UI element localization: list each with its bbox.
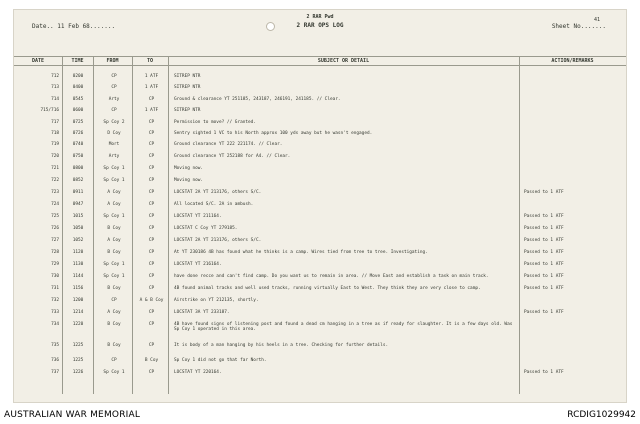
log-cell-ser: 727 (51, 238, 59, 243)
log-cell-subject: Sentry sighted 1 VC to his North approx 100 yds away but he wasn't engaged. (174, 131, 373, 136)
log-cell-time: 1130 (72, 262, 84, 267)
log-cell-subject: LOCSTAT 2A YT 213176, others S/C. (174, 190, 262, 195)
log-cell-time: 0800 (72, 166, 84, 171)
log-cell-time: 0726 (72, 131, 84, 136)
log-cell-from: B Coy (107, 322, 121, 327)
log-cell-from: B Coy (107, 286, 121, 291)
log-cell-ser: 721 (51, 166, 59, 171)
log-cell-time: 1052 (72, 238, 84, 243)
log-cell-action: Passed to 1 ATF (524, 286, 564, 291)
log-cell-to: CP (148, 226, 155, 231)
log-cell-subject: Moving now. (174, 178, 204, 183)
log-cell-subject: LOCSTAT YT 220164. (174, 370, 222, 375)
log-cell-time: 0740 (72, 142, 84, 147)
log-cell-subject: LOCSTAT YT 211164. (174, 214, 222, 219)
log-cell-to: CP (148, 178, 155, 183)
log-cell-from: Sp Coy 1 (103, 166, 125, 171)
log-cell-to: CP (148, 274, 155, 279)
log-cell-action: Passed to 1 ATF (524, 214, 564, 219)
log-cell-from: Mort (108, 142, 120, 147)
log-cell-from: D Coy (107, 131, 121, 136)
log-cell-subject: SITREP NTR (174, 74, 201, 79)
log-cell-action: Passed to 1 ATF (524, 190, 564, 195)
log-cell-to: A & B Coy (139, 298, 164, 303)
log-cell-subject: Ground clearance YT 222 221174. // Clear. (174, 142, 283, 147)
log-cell-from: A Coy (107, 238, 121, 243)
log-cell-ser: 726 (51, 226, 59, 231)
log-cell-to: CP (148, 190, 155, 195)
log-cell-to: CP (148, 97, 155, 102)
log-cell-time: 0725 (72, 120, 84, 125)
log-cell-ser: 728 (51, 250, 59, 255)
log-cell-to: 1 ATF (144, 74, 159, 79)
log-cell-to: CP (148, 120, 155, 125)
log-cell-to: CP (148, 286, 155, 291)
log-cell-ser: 714 (51, 97, 59, 102)
footer-record-id: RCDIG1029942 (567, 410, 636, 420)
sheet-number-label (551, 17, 606, 30)
col-header-date: DATE (31, 58, 45, 64)
log-cell-to: 1 ATF (144, 85, 159, 90)
log-cell-to: CP (148, 214, 155, 219)
log-cell-subject: have done recce and can't find camp. Do you want us to remain in area. // Move East and establish a task on main track. (174, 274, 489, 279)
log-cell-time: 1226 (72, 370, 84, 375)
log-cell-ser: 720 (51, 154, 59, 159)
log-cell-action: Passed to 1 ATF (524, 226, 564, 231)
log-cell-to: CP (148, 322, 155, 327)
footer-institution: AUSTRALIAN WAR MEMORIAL (4, 410, 141, 420)
log-cell-to: 1 ATF (144, 108, 159, 113)
log-cell-to: CP (148, 154, 155, 159)
date-label: Date.. 11 Feb 68....... (32, 23, 116, 30)
log-cell-ser: 734 (51, 322, 59, 327)
log-cell-subject: Airstrike on YT 212135, shortly. (174, 298, 259, 303)
log-cell-to: CP (148, 142, 155, 147)
log-cell-to: CP (148, 370, 155, 375)
log-cell-action: Passed to 1 ATF (524, 274, 564, 279)
log-cell-ser: 733 (51, 310, 59, 315)
log-cell-from: CP (111, 358, 117, 363)
log-cell-time: 0911 (72, 190, 84, 195)
log-cell-time: 1120 (72, 250, 84, 255)
log-cell-ser: 713 (51, 85, 59, 90)
log-cell-ser: 715/716 (40, 108, 59, 113)
log-cell-time: 1050 (72, 226, 84, 231)
log-cell-subject: 4B found animal tracks and well used tracks, running virtually East to West. They think they are very close to camp. (174, 286, 481, 291)
log-cell-from: Sp Coy 1 (103, 214, 125, 219)
log-cell-to: CP (148, 250, 155, 255)
header-bottom-rule (14, 65, 626, 66)
log-cell-time: 1214 (72, 310, 84, 315)
log-cell-ser: 737 (51, 370, 59, 375)
log-cell-from: Sp Coy 1 (103, 370, 125, 375)
log-cell-from: A Coy (107, 310, 121, 315)
log-cell-time: 1015 (72, 214, 84, 219)
log-cell-subject: All located S/C. 2A in ambush. (174, 202, 254, 207)
log-cell-action: Passed to 1 ATF (524, 262, 564, 267)
log-cell-from: B Coy (107, 226, 121, 231)
log-cell-time: 1225 (72, 343, 84, 348)
log-cell-to: CP (148, 238, 155, 243)
col-header-action: ACTION/REMARKS (551, 58, 594, 64)
log-cell-to: CP (148, 202, 155, 207)
log-cell-ser: 732 (51, 298, 59, 303)
table-top-rule (14, 56, 626, 57)
log-cell-action: Passed to 1 ATF (524, 250, 564, 255)
log-cell-time: 1200 (72, 298, 84, 303)
log-cell-ser: 722 (51, 178, 59, 183)
log-cell-time: 1156 (72, 286, 84, 291)
log-cell-to: CP (148, 310, 155, 315)
col-header-from: FROM (106, 58, 119, 64)
log-cell-subject: Permission to move? // Granted. (174, 120, 256, 125)
log-cell-time: 0852 (72, 178, 84, 183)
log-cell-from: Sp Coy 1 (103, 178, 125, 183)
log-cell-subject: Ground & clearance YT 251185, 243187, 246191, 241185. // Clear. (174, 97, 341, 102)
log-cell-ser: 729 (51, 262, 59, 267)
log-cell-from: Sp Coy 1 (103, 274, 125, 279)
log-cell-subject: LOCSTAT 3A YT 233187. (174, 310, 230, 315)
log-cell-from: CP (111, 85, 117, 90)
log-cell-ser: 730 (51, 274, 59, 279)
log-cell-time: 1220 (72, 322, 84, 327)
log-cell-ser: 717 (51, 120, 59, 125)
log-cell-ser: 736 (51, 358, 59, 363)
log-cell-subject: SITREP NTR (174, 85, 201, 90)
log-cell-time: 1144 (72, 274, 84, 279)
log-cell-from: A Coy (107, 202, 121, 207)
classification-label: 2 RAR Pwd (306, 14, 334, 20)
log-cell-ser: 731 (51, 286, 59, 291)
log-cell-time: 0200 (72, 74, 84, 79)
col-header-to: TO (146, 58, 154, 64)
log-cell-ser: 719 (51, 142, 59, 147)
log-cell-subject: LOCSTAT YT 216164. (174, 262, 222, 267)
log-cell-time: 0400 (72, 85, 84, 90)
log-cell-ser: 723 (51, 190, 59, 195)
log-cell-subject: It is body of a man hanging by his heels in a tree. Checking for further details. (174, 343, 389, 348)
log-cell-from: B Coy (107, 343, 121, 348)
log-title: 2 RAR OPS LOG (296, 22, 344, 29)
archive-footer (0, 408, 640, 424)
log-cell-time: 0600 (72, 108, 84, 113)
log-cell-from: B Coy (107, 250, 121, 255)
log-cell-subject: 4B have found signs of listening post and found a dead cm hanging in a tree as if ready for slaughter. It is a few days old. Was Sp Coy 1 operated in this area. (174, 322, 513, 333)
sheet-number: 41 (593, 17, 600, 23)
log-cell-to: CP (148, 166, 155, 171)
log-cell-time: 0750 (72, 154, 84, 159)
log-cell-to: CP (148, 262, 155, 267)
log-cell-to: CP (148, 343, 155, 348)
log-cell-to: B Coy (144, 358, 159, 363)
col-rule (62, 56, 63, 394)
col-rule (519, 56, 520, 394)
log-cell-from: Arty (108, 154, 120, 159)
log-cell-ser: 725 (51, 214, 59, 219)
log-cell-ser: 724 (51, 202, 59, 207)
log-cell-to: CP (148, 131, 155, 136)
log-cell-subject: LOCSTAT 2A YT 213176, others S/C. (174, 238, 262, 243)
log-cell-ser: 718 (51, 131, 59, 136)
log-sheet (14, 10, 626, 402)
log-cell-ser: 735 (51, 343, 59, 348)
sheet-no-text: Sheet No....... (551, 23, 606, 30)
log-cell-from: CP (111, 108, 117, 113)
log-cell-subject: LOCSTAT C Coy YT 279185. (174, 226, 238, 231)
log-cell-subject: Sp Coy 1 did not go that far North. (174, 358, 267, 363)
log-cell-from: CP (111, 298, 117, 303)
log-cell-ser: 712 (51, 74, 59, 79)
col-header-subject: SUBJECT OR DETAIL (317, 58, 370, 64)
log-cell-from: Sp Coy 2 (103, 120, 125, 125)
log-cell-subject: At YT 230186 4B has found what he thinks is a camp. Wires tied from tree to tree. Investigating. (174, 250, 428, 255)
log-cell-from: Sp Coy 1 (103, 262, 125, 267)
log-cell-time: 0545 (72, 97, 84, 102)
col-header-time: TIME (71, 58, 84, 64)
log-cell-subject: Moving now. (174, 166, 204, 171)
log-cell-action: Passed to 1 ATF (524, 370, 564, 375)
ops-log-table (14, 56, 626, 394)
log-cell-from: Arty (108, 97, 120, 102)
log-cell-from: CP (111, 74, 117, 79)
log-cell-from: A Coy (107, 190, 121, 195)
log-cell-subject: SITREP NTR (174, 108, 201, 113)
log-cell-action: Passed to 1 ATF (524, 238, 564, 243)
log-cell-time: 0947 (72, 202, 84, 207)
log-cell-subject: Ground clearance YT 252188 for A4. // Clear. (174, 154, 291, 159)
log-cell-action: Passed to 1 ATF (524, 310, 564, 315)
log-cell-time: 1225 (72, 358, 84, 363)
